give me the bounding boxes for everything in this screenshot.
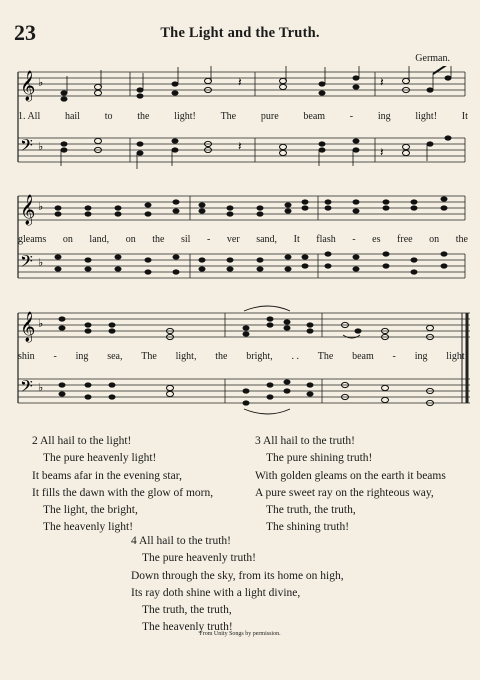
lyric-word: on [429,234,440,245]
lyric-word: sil [181,234,191,245]
bass-clef-icon: 𝄢 [20,376,33,400]
lyric-word: hail [64,111,80,122]
lyric-word: - [392,351,396,362]
lyric-word: sand, [256,234,278,245]
lyric-word: light! [415,111,438,122]
lyric-word: - [207,234,211,245]
lyric-word: land, [89,234,110,245]
treble-clef-icon: 𝄞 [20,312,36,342]
lyric-word: The [141,351,157,362]
verse-line: The truth, the truth, [266,504,356,517]
lyric-word: ing [377,111,391,122]
lyric-word: ing [414,351,428,362]
lyric-word: 1. All [18,111,41,122]
lyric-word: on [62,234,73,245]
lyric-word: - [352,234,356,245]
lyric-line-3 [18,351,468,362]
flat-icon: ♭ [38,257,44,269]
lyric-word: free [397,234,413,245]
flat-icon: ♭ [38,77,44,89]
rest-icon: 𝄽 [380,75,384,89]
treble-clef-icon: 𝄞 [20,195,36,225]
lyric-word: bright, [246,351,273,362]
verse-line: Its ray doth shine with a light divine, [131,586,301,599]
lyric-word: the [137,111,150,122]
flat-icon: ♭ [38,382,44,394]
verse-line: The pure heavenly light! [43,452,157,465]
verse-line: Down through the sky, from its home on high, [131,569,344,582]
lyric-word: the [215,351,228,362]
flat-icon: ♭ [38,201,44,213]
verse-line: 4 All hail to the truth! [131,535,231,547]
verse-line: The truth, the truth, [142,604,232,617]
rest-icon: 𝄽 [380,145,384,159]
flat-icon: ♭ [38,141,44,153]
music-system-3 [0,305,480,420]
lyric-word: shin [18,351,35,362]
verse-line: The light, the bright, [43,504,138,517]
rest-icon: 𝄽 [238,75,242,89]
lyric-word: the [455,234,468,245]
verse-line: 2 All hail to the light! [32,435,132,447]
lyric-word: on [125,234,136,245]
verse-3 [255,433,446,537]
flat-icon: ♭ [38,318,44,330]
bass-clef-icon: 𝄢 [20,251,33,275]
treble-clef-icon: 𝄞 [20,71,36,101]
lyric-word: the [152,234,165,245]
verse-line: The heavenly truth! [142,621,233,634]
lyric-word: . . [291,351,299,362]
verse-line: The pure shining truth! [266,452,373,465]
lyric-line-2 [18,234,468,245]
lyric-word: sea, [107,351,123,362]
lyric-word: flash [316,234,336,245]
lyric-word: beam [303,111,326,122]
verse-line: It beams afar in the evening star, [32,469,182,482]
composer-credit: German. [415,53,450,64]
lyric-word: It [293,234,300,245]
lyric-word: light! [174,111,196,122]
verse-line: The heavenly light! [43,521,134,534]
lyric-word: It [461,111,468,122]
bass-clef-icon: 𝄢 [20,135,33,159]
hymn-number: 23 [14,20,36,45]
verse-line: With golden gleams on the earth it beams [255,469,446,482]
lyric-word: ver [226,234,240,245]
lyric-word: es [372,234,381,245]
lyric-word: ing [75,351,89,362]
verse-4 [131,533,344,637]
lyric-word: The [220,111,237,122]
verse-line: A pure sweet ray on the righteous way, [255,486,434,499]
rest-icon: 𝄽 [238,139,242,153]
lyric-word: light, [175,351,197,362]
lyric-word: The [317,351,334,362]
lyric-word: to [104,111,113,122]
lyric-word: - [53,351,57,362]
music-system-2 [0,190,480,300]
lyric-word: beam [352,351,374,362]
verse-2 [32,433,213,537]
hymn-title: The Light and the Truth. [160,25,320,41]
verse-line: The shining truth! [266,521,350,534]
lyric-line-1 [18,111,468,122]
verse-line: 3 All hail to the truth! [255,435,355,447]
permission-credit: From Unity Songs by permission. [199,631,281,637]
lyric-word: - [349,111,354,122]
verse-line: It fills the dawn with the glow of morn, [32,486,214,499]
lyric-word: light! [446,351,468,362]
lyric-word: gleams [18,234,47,245]
verse-line: The pure heavenly truth! [142,552,256,565]
lyric-word: pure [260,111,279,122]
